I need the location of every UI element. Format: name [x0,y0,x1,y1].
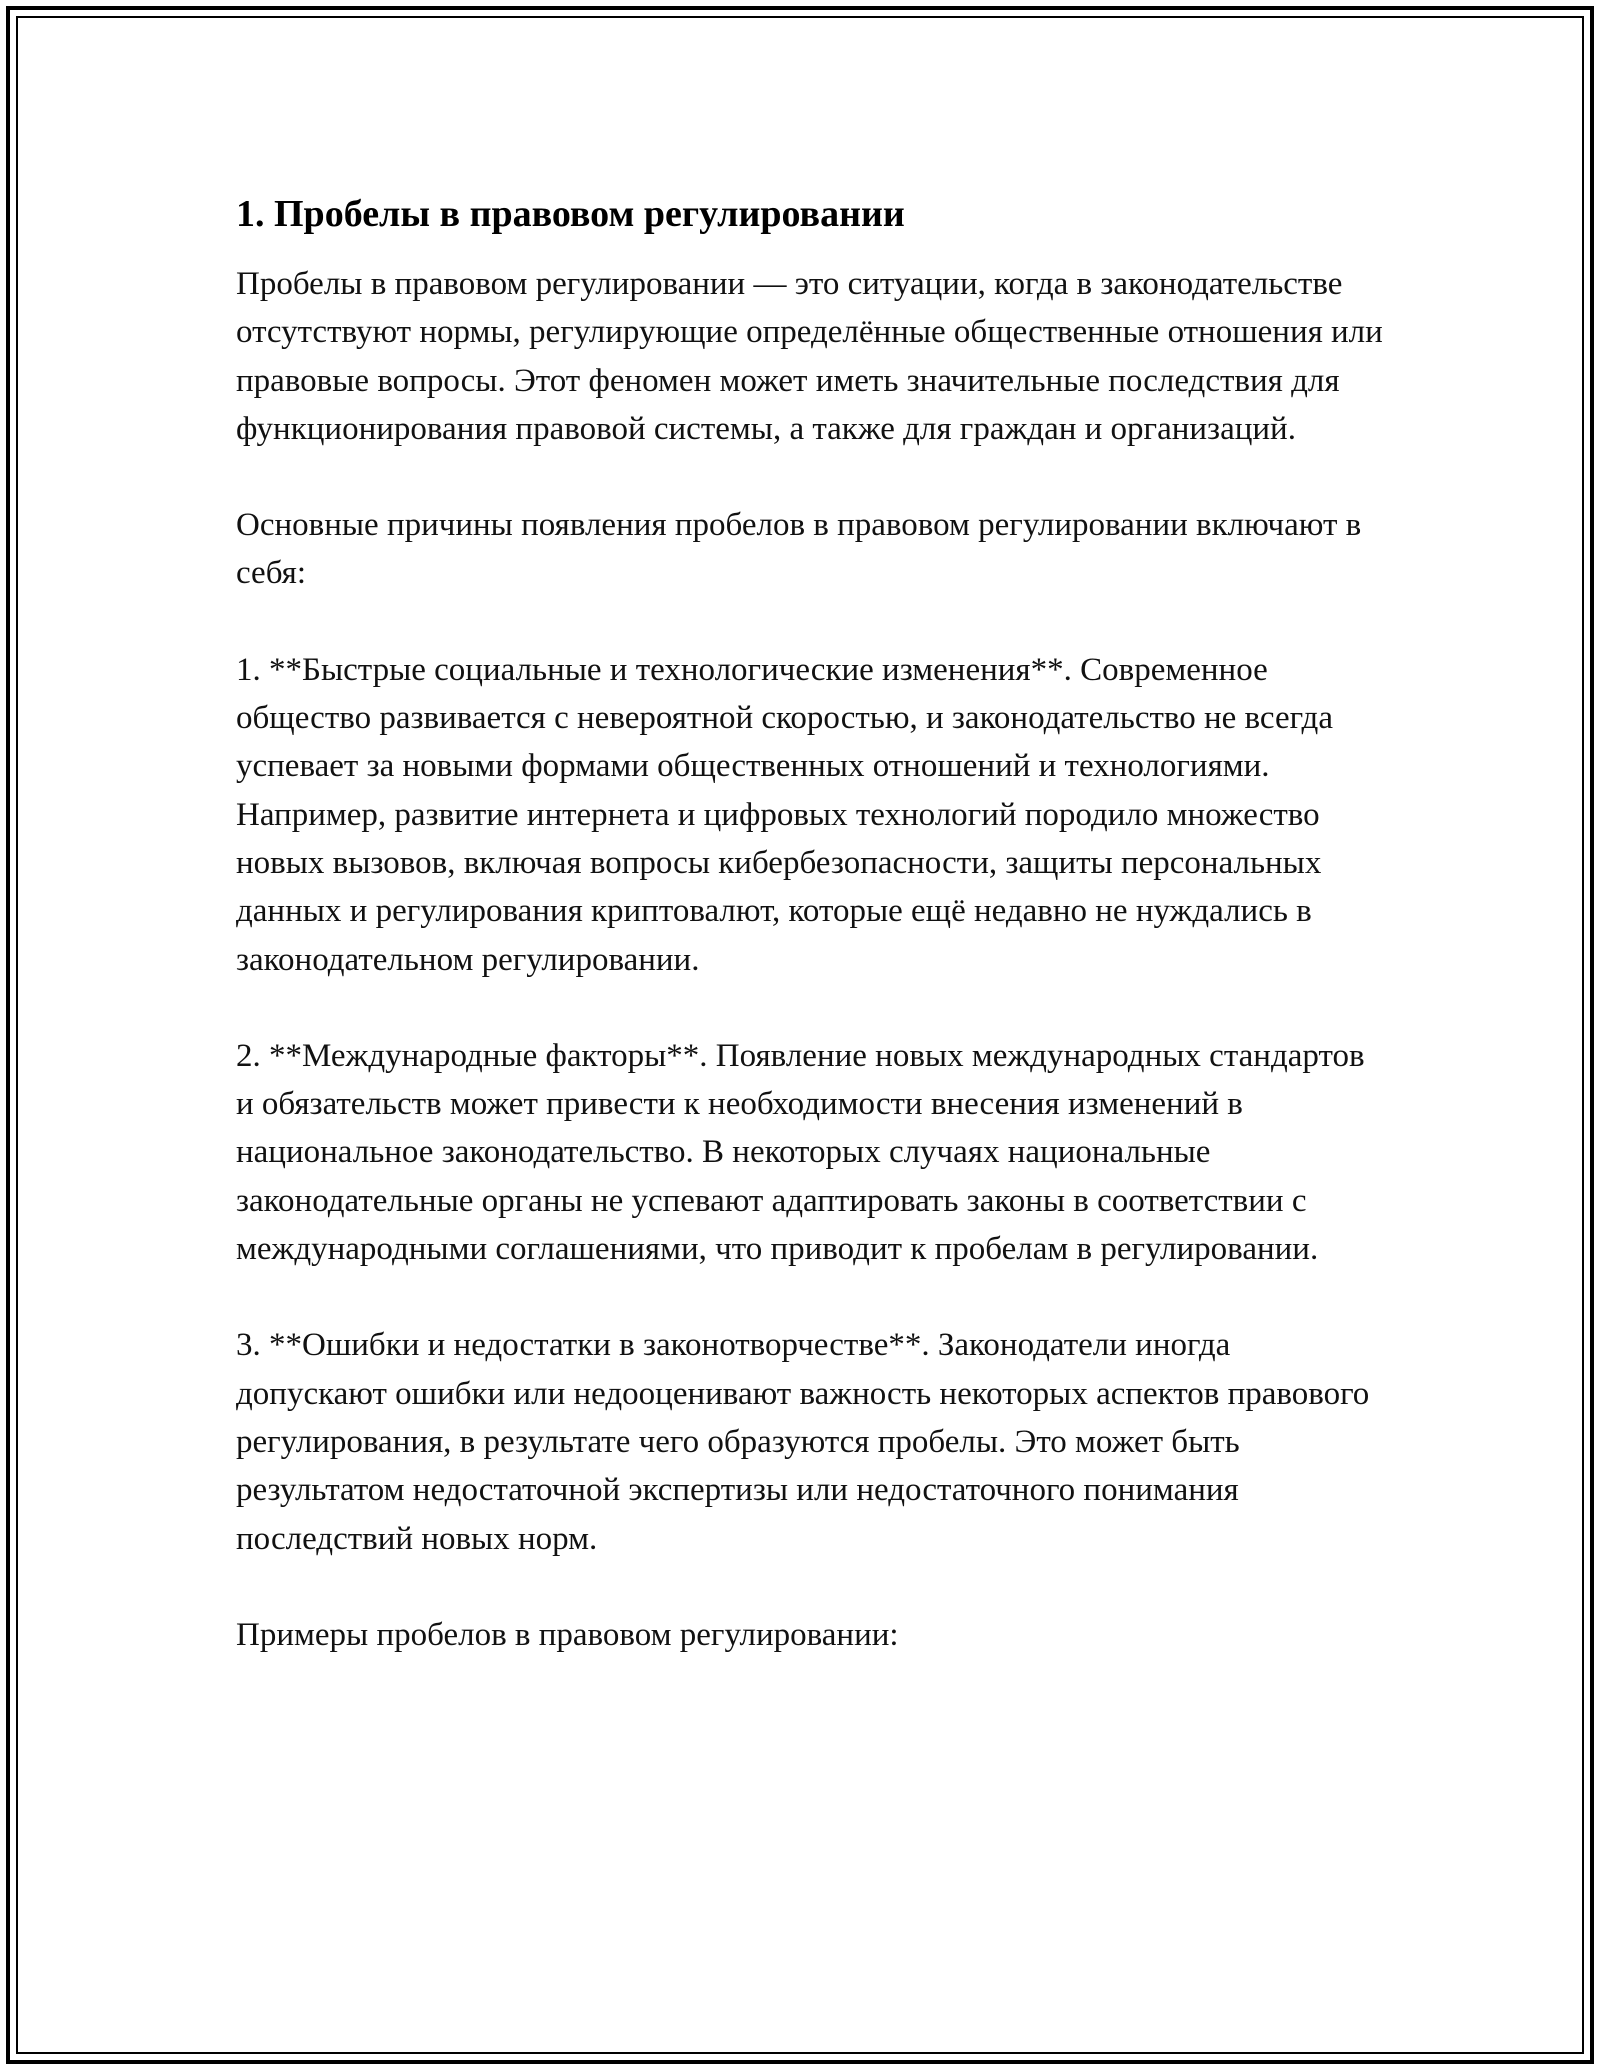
paragraph-cause-1: 1. **Быстрые социальные и технологические изменения**. Современное общество развивается с невероятной скоростью, и законодательство не всегда успевает за новыми формами общественных отношений и технологиями. Например, развитие интернета и цифровых технологий породило множество новых вызовов, включая вопросы кибербезопасности, защиты персональных данных и регулирования криптовалют, которые ещё недавно не нуждались в законодательном регулировании. [236,651,1333,978]
paragraph-examples-intro: Примеры пробелов в правовом регулировании: [236,1616,899,1653]
document-body [236,186,1386,1707]
paragraph-cause-3: 3. **Ошибки и недостатки в законотворчестве**. Законодатели иногда допускают ошибки или недооценивают важность некоторых аспектов правового регулирования, в результате чего образуются пробелы. Это может быть результатом недостаточной экспертизы или недостаточного понимания последствий новых норм. [236,1327,1370,1557]
paragraph-definition: Пробелы в правовом регулировании — это ситуации, когда в законодательстве отсутствуют нормы, регулирующие определённые общественные отношения или правовые вопросы. Этот феномен может иметь значительные последствия для функционирования правовой системы, а также для граждан и организаций. [236,266,1383,447]
paragraph-causes-intro: Основные причины появления пробелов в правовом регулировании включают в себя: [236,507,1362,592]
paragraph-cause-2: 2. **Международные факторы**. Появление новых международных стандартов и обязательств может привести к необходимости внесения изменений в национальное законодательство. В некоторых случаях национальные законодательные органы не успевают адаптировать законы в соответствии с международными соглашениями, что приводит к пробелам в регулировании. [236,1037,1365,1268]
section-heading: 1. Пробелы в правовом регулировании [236,193,905,235]
